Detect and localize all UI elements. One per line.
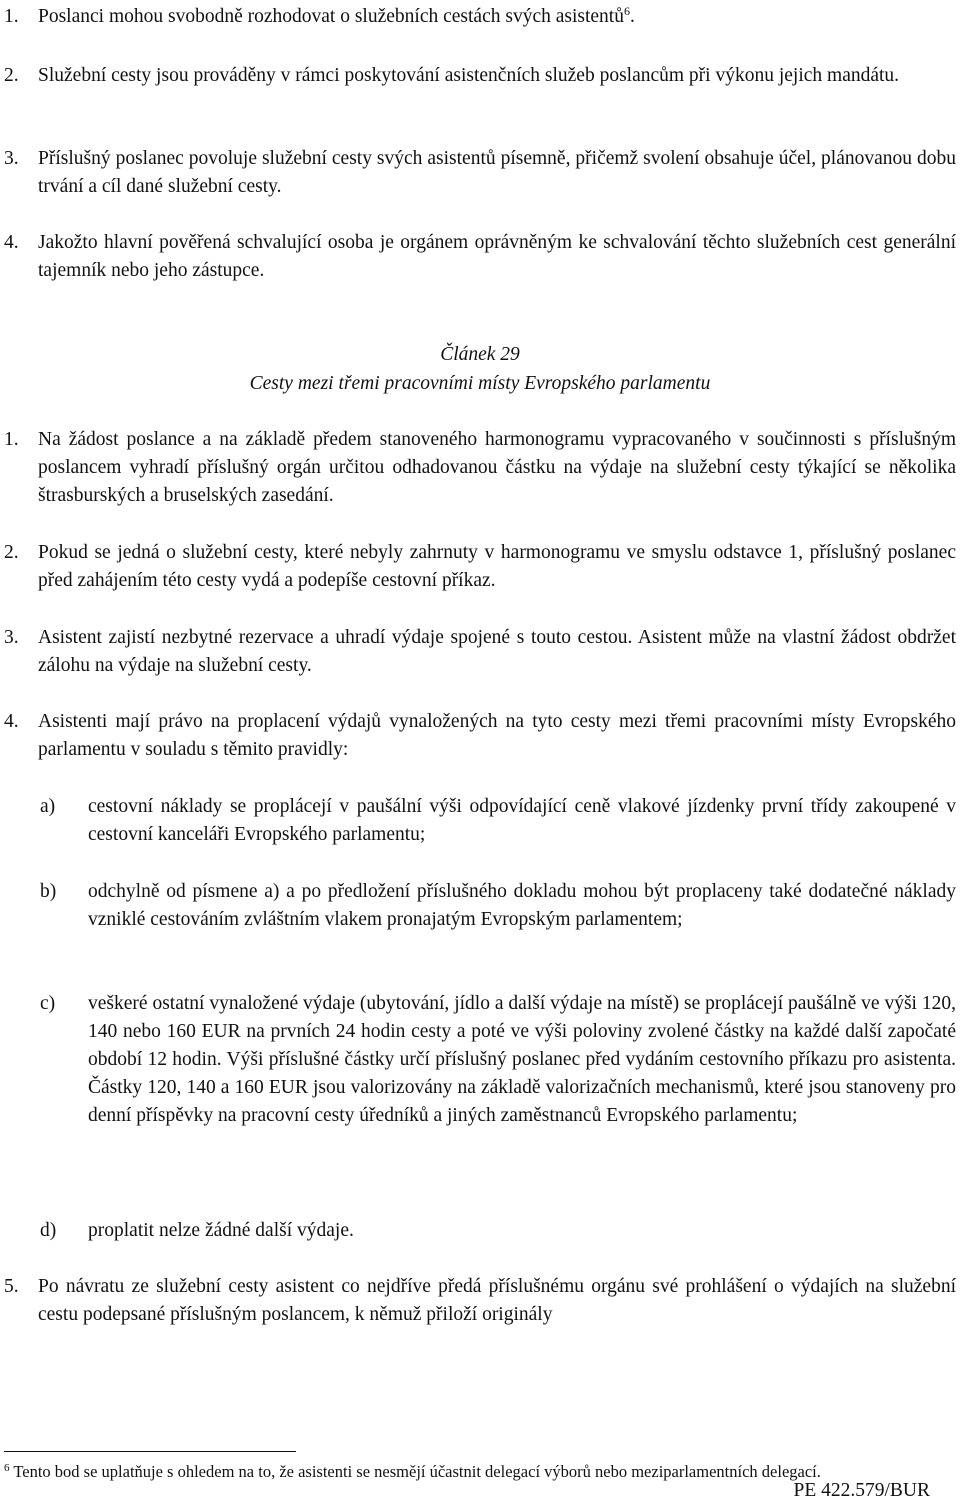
item-text: Asistenti mají právo na proplacení výdajů vynaložených na tyto cesty mezi třemi pracovními místy Evropského parlamentu v souladu s těmito pravidly: xyxy=(38,711,956,760)
list-item xyxy=(4,1273,956,1329)
sub-list-item xyxy=(40,793,956,849)
sub-item-label: a) xyxy=(40,796,56,817)
footnote-separator xyxy=(4,1451,296,1452)
sub-item-label: b) xyxy=(40,881,57,902)
item-number: 4. xyxy=(4,232,19,253)
list-item xyxy=(4,229,956,285)
article-number: Článek 29 xyxy=(440,344,520,365)
list-item xyxy=(4,539,956,595)
article-title: Cesty mezi třemi pracovními místy Evropského parlamentu xyxy=(249,373,711,394)
list-item xyxy=(4,708,956,764)
item-number: 1. xyxy=(4,429,19,450)
item-text: Po návratu ze služební cesty asistent co nejdříve předá příslušnému orgánu své prohlášení o výdajích na služební cestu podepsané příslušným poslancem, k němuž přiloží originály xyxy=(38,1276,956,1325)
sub-item-text: cestovní náklady se proplácejí v paušální výši odpovídající ceně vlakové jízdenky první třídy zakoupené v cestovní kanceláři Evropského parlamentu; xyxy=(88,796,956,845)
list-item xyxy=(4,145,956,201)
item-number: 3. xyxy=(4,148,19,169)
sub-item-label: c) xyxy=(40,993,56,1014)
item-text: Služební cesty jsou prováděny v rámci poskytování asistenčních služeb poslancům při výkonu jejich mandátu. xyxy=(38,65,900,86)
item-text: Poslanci mohou svobodně rozhodovat o služebních cestách svých asistentů$^6$. xyxy=(38,4,635,27)
sub-list-item xyxy=(40,990,956,1130)
item-number: 5. xyxy=(4,1276,19,1297)
sub-list-item xyxy=(40,878,956,934)
sub-item-text: proplatit nelze žádné další výdaje. xyxy=(88,1220,354,1241)
sub-item-text: odchylně od písmene a) a po předložení příslušného dokladu mohou být proplaceny také dodatečné náklady vzniklé cestováním zvláštním vlakem pronajatým Evropským parlamentem; xyxy=(88,881,956,930)
document-reference: PE 422.579/BUR xyxy=(793,1480,930,1501)
item-text: Příslušný poslanec povoluje služební cesty svých asistentů písemně, přičemž svolení obsahuje účel, plánovanou dobu trvání a cíl dané služební cesty. xyxy=(38,148,956,197)
footnote-mark: 6 xyxy=(4,1462,10,1474)
sub-list-item xyxy=(40,1217,956,1245)
list-item xyxy=(4,426,956,510)
list-item xyxy=(4,3,956,31)
sub-item-text: veškeré ostatní vynaložené výdaje (ubytování, jídlo a další výdaje na místě) se proplácejí paušálně ve výši 120, 140 nebo 160 EUR na prvních 24 hodin cesty a poté ve výši poloviny zvolené částky na každé další započaté období 12 hodin. Výši příslušné částky určí příslušný poslanec před vydáním cestovního příkazu pro asistenta. Částky 120, 140 a 160 EUR jsou valorizovány na základě valorizačních mechanismů, které jsou stanoveny pro denní příspěvky na pracovní cesty úředníků a jiných zaměstnanců Evropského parlamentu; xyxy=(88,993,956,1126)
item-text: Na žádost poslance a na základě předem stanoveného harmonogramu vypracovaného v součinnosti s příslušným poslancem vyhradí příslušný orgán určitou odhadovanou částku na výdaje na služební cesty týkající se několika štrasburských a bruselských zasedání. xyxy=(38,429,956,506)
item-text: Pokud se jedná o služební cesty, které nebyly zahrnuty v harmonogramu ve smyslu odstavce 1, příslušný poslanec před zahájením této cesty vydá a podepíše cestovní příkaz. xyxy=(38,542,956,591)
footnote-text: Tento bod se uplatňuje s ohledem na to, že asistenti se nesmějí účastnit delegací výborů nebo meziparlamentních delegací. xyxy=(9,1462,821,1481)
item-number: 3. xyxy=(4,627,19,648)
footnote-reference[interactable]: 6 xyxy=(623,4,630,18)
sub-item-label: d) xyxy=(40,1220,57,1241)
item-number: 1. xyxy=(4,6,19,27)
item-number: 4. xyxy=(4,711,19,732)
item-number: 2. xyxy=(4,542,19,563)
item-text: Jakožto hlavní pověřená schvalující osoba je orgánem oprávněným ke schvalování těchto služebních cest generální tajemník nebo jeho zástupce. xyxy=(38,232,956,281)
item-number: 2. xyxy=(4,65,19,86)
list-item xyxy=(4,62,956,90)
list-item xyxy=(4,624,956,680)
item-text: Asistent zajistí nezbytné rezervace a uhradí výdaje spojené s touto cestou. Asistent může na vlastní žádost obdržet zálohu na výdaje na služební cesty. xyxy=(38,627,956,676)
